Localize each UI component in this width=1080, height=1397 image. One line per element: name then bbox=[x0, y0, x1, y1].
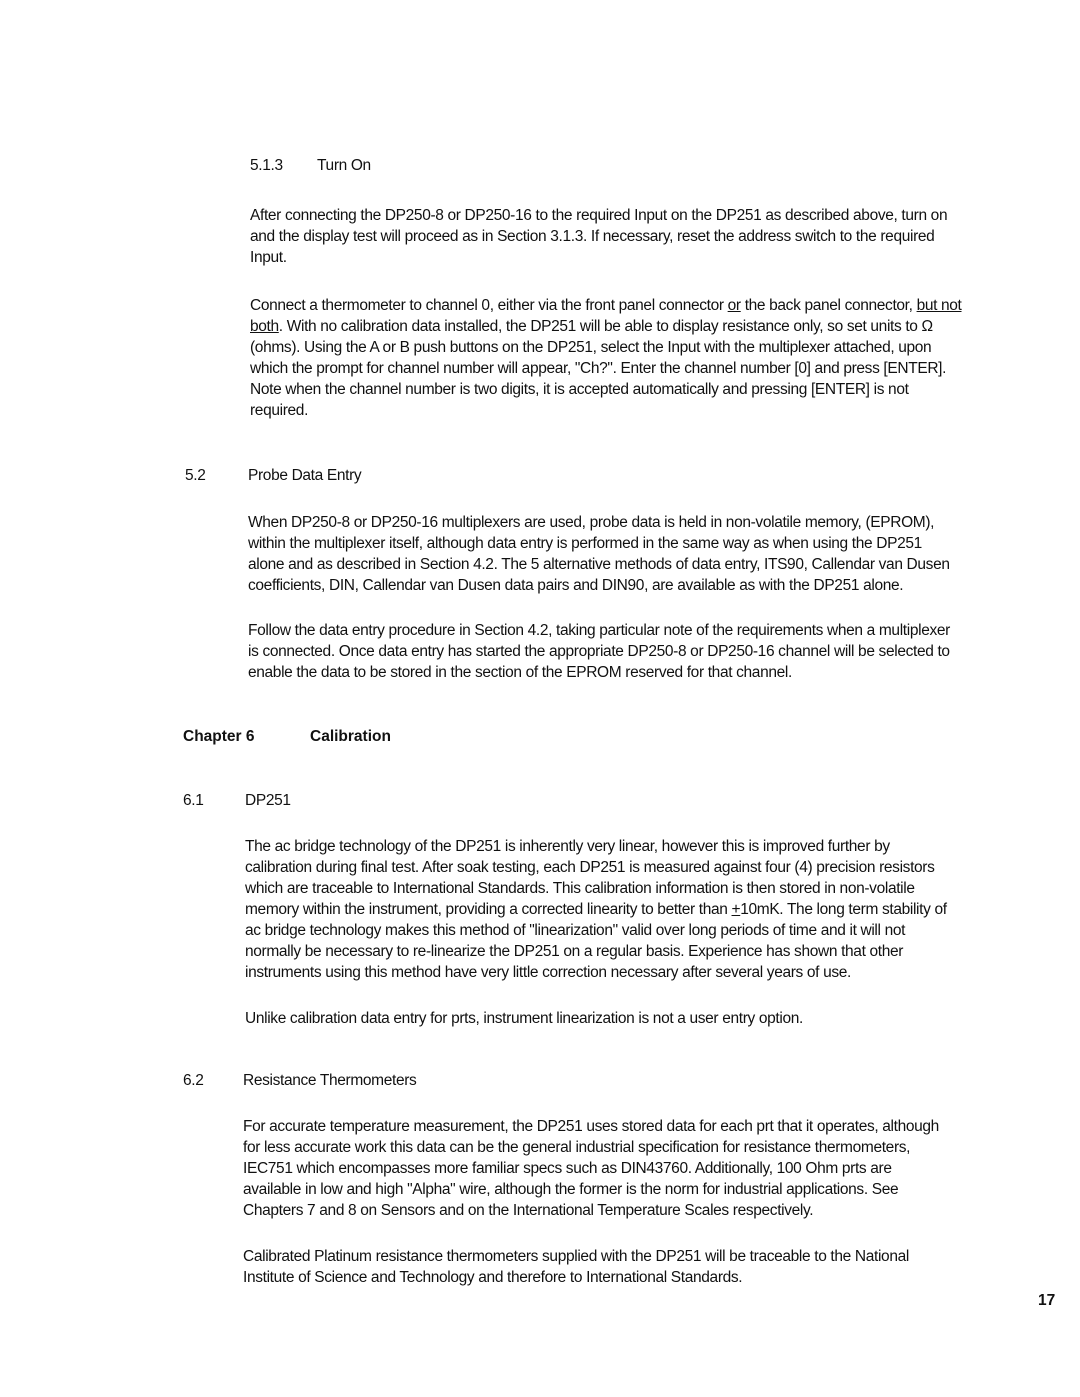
text-segment: which are traceable to International Standards. This calibration information is then stored in non-volatile bbox=[245, 880, 915, 897]
paragraph-accurate-measurement bbox=[243, 1116, 939, 1221]
text-line bbox=[250, 358, 962, 379]
text-line bbox=[248, 641, 950, 662]
text-line bbox=[245, 920, 947, 941]
text-line bbox=[245, 857, 947, 878]
section-6-2-title: Resistance Thermometers bbox=[243, 1072, 417, 1089]
text-line bbox=[243, 1267, 909, 1288]
paragraph-data-entry-procedure bbox=[248, 620, 950, 683]
text-line bbox=[245, 1008, 803, 1029]
text-line bbox=[250, 316, 962, 337]
underlined-text: both bbox=[250, 318, 279, 335]
text-line bbox=[248, 554, 950, 575]
paragraph-calibrated-platinum bbox=[243, 1246, 909, 1288]
text-segment: Note when the channel number is two digits, it is accepted automatically and pressing [ENTER] is not bbox=[250, 381, 909, 398]
text-segment: is connected. Once data entry has started the appropriate DP250-8 or DP250-16 channel will be selected to bbox=[248, 643, 950, 660]
chapter-title: Calibration bbox=[310, 728, 391, 745]
text-segment: memory within the instrument, providing a corrected linearity to better than bbox=[245, 901, 732, 918]
text-segment: Input. bbox=[250, 249, 287, 266]
text-line bbox=[245, 899, 947, 920]
text-segment: Connect a thermometer to channel 0, either via the front panel connector bbox=[250, 297, 728, 314]
text-segment: coefficients, DIN, Callendar van Dusen data pairs and DIN90, are available as with the DP251 alone. bbox=[248, 577, 904, 594]
text-line bbox=[248, 620, 950, 641]
text-segment: Chapters 7 and 8 on Sensors and on the International Temperature Scales respectively. bbox=[243, 1202, 814, 1219]
text-segment: enable the data to be stored in the section of the EPROM reserved for that channel. bbox=[248, 664, 792, 681]
text-segment: instruments using this method have very little correction necessary after several years of use. bbox=[245, 964, 851, 981]
section-5-1-3-title: Turn On bbox=[317, 157, 371, 174]
text-segment: When DP250-8 or DP250-16 multiplexers are used, probe data is held in non-volatile memory, (EPROM), bbox=[248, 514, 935, 531]
text-line bbox=[250, 247, 947, 268]
text-line bbox=[243, 1246, 909, 1267]
paragraph-ac-bridge bbox=[245, 836, 947, 983]
text-line bbox=[243, 1179, 939, 1200]
underlined-text: but not bbox=[916, 297, 962, 314]
text-line bbox=[243, 1137, 939, 1158]
section-6-1-number: 6.1 bbox=[183, 792, 204, 809]
text-line bbox=[245, 962, 947, 983]
text-segment: for less accurate work this data can be the general industrial specification for resistance thermometers, bbox=[243, 1139, 911, 1156]
underlined-text: or bbox=[727, 297, 741, 314]
section-6-2-number: 6.2 bbox=[183, 1072, 204, 1089]
underlined-text: + bbox=[731, 901, 741, 918]
paragraph-connect-thermometer bbox=[250, 295, 962, 421]
text-segment: calibration during final test. After soak testing, each DP251 is measured against four (4) precision resistors bbox=[245, 859, 935, 876]
text-segment: (ohms). Using the A or B push buttons on the DP251, select the Input with the multiplexer attached, upon bbox=[250, 339, 932, 356]
text-segment: The ac bridge technology of the DP251 is inherently very linear, however this is improved further by bbox=[245, 838, 890, 855]
text-segment: ac bridge technology makes this method of "linearization" valid over long periods of time and it will not bbox=[245, 922, 906, 939]
section-6-1-title: DP251 bbox=[245, 792, 291, 809]
text-segment: within the multiplexer itself, although data entry is performed in the same way as when using the DP251 bbox=[248, 535, 922, 552]
text-line bbox=[248, 533, 950, 554]
text-line bbox=[243, 1116, 939, 1137]
text-segment: Institute of Science and Technology and therefore to International Standards. bbox=[243, 1269, 743, 1286]
text-segment: . With no calibration data installed, the DP251 will be able to display resistance only, so set units to Ω bbox=[278, 318, 933, 335]
page-number: 17 bbox=[1038, 1292, 1056, 1309]
text-segment: alone and as described in Section 4.2. The 5 alternative methods of data entry, ITS90, Callendar van Dusen bbox=[248, 556, 950, 573]
text-line bbox=[250, 226, 947, 247]
section-5-1-3-number: 5.1.3 bbox=[250, 157, 283, 174]
text-segment: For accurate temperature measurement, the DP251 uses stored data for each prt that it operates, although bbox=[243, 1118, 939, 1135]
text-line bbox=[250, 400, 962, 421]
text-line bbox=[248, 575, 950, 596]
text-segment: Unlike calibration data entry for prts, instrument linearization is not a user entry option. bbox=[245, 1010, 803, 1027]
text-segment: and the display test will proceed as in Section 3.1.3. If necessary, reset the address switch to the required bbox=[250, 228, 935, 245]
chapter-label: Chapter 6 bbox=[183, 728, 255, 745]
text-line bbox=[250, 295, 962, 316]
text-line bbox=[245, 836, 947, 857]
text-segment: the back panel connector, bbox=[740, 297, 917, 314]
paragraph-turn-on bbox=[250, 205, 947, 268]
text-segment: which the prompt for channel number will appear, "Ch?". Enter the channel number [0] and press [ENTER]. bbox=[250, 360, 947, 377]
text-segment: available in low and high "Alpha" wire, although the former is the norm for industrial applications. See bbox=[243, 1181, 899, 1198]
text-segment: Follow the data entry procedure in Section 4.2, taking particular note of the requirements when a multiplexer bbox=[248, 622, 950, 639]
text-line bbox=[248, 512, 950, 533]
text-segment: IEC751 which encompasses more familiar specs such as DIN43760. Additionally, 100 Ohm prts are bbox=[243, 1160, 892, 1177]
text-line bbox=[250, 205, 947, 226]
section-5-2-title: Probe Data Entry bbox=[248, 467, 362, 484]
text-line bbox=[250, 379, 962, 400]
section-5-2-number: 5.2 bbox=[185, 467, 206, 484]
text-line bbox=[243, 1158, 939, 1179]
text-line bbox=[250, 337, 962, 358]
text-line bbox=[243, 1200, 939, 1221]
text-line bbox=[245, 878, 947, 899]
text-segment: After connecting the DP250-8 or DP250-16 to the required Input on the DP251 as described above, turn on bbox=[250, 207, 948, 224]
text-line bbox=[245, 941, 947, 962]
text-segment: required. bbox=[250, 402, 309, 419]
text-segment: 10mK. The long term stability of bbox=[740, 901, 947, 918]
paragraph-probe-data bbox=[248, 512, 950, 596]
text-segment: normally be necessary to re-linearize the DP251 on a regular basis. Experience has shown that other bbox=[245, 943, 904, 960]
paragraph-linearization bbox=[245, 1008, 803, 1029]
text-segment: Calibrated Platinum resistance thermometers supplied with the DP251 will be traceable to the National bbox=[243, 1248, 909, 1265]
text-line bbox=[248, 662, 950, 683]
